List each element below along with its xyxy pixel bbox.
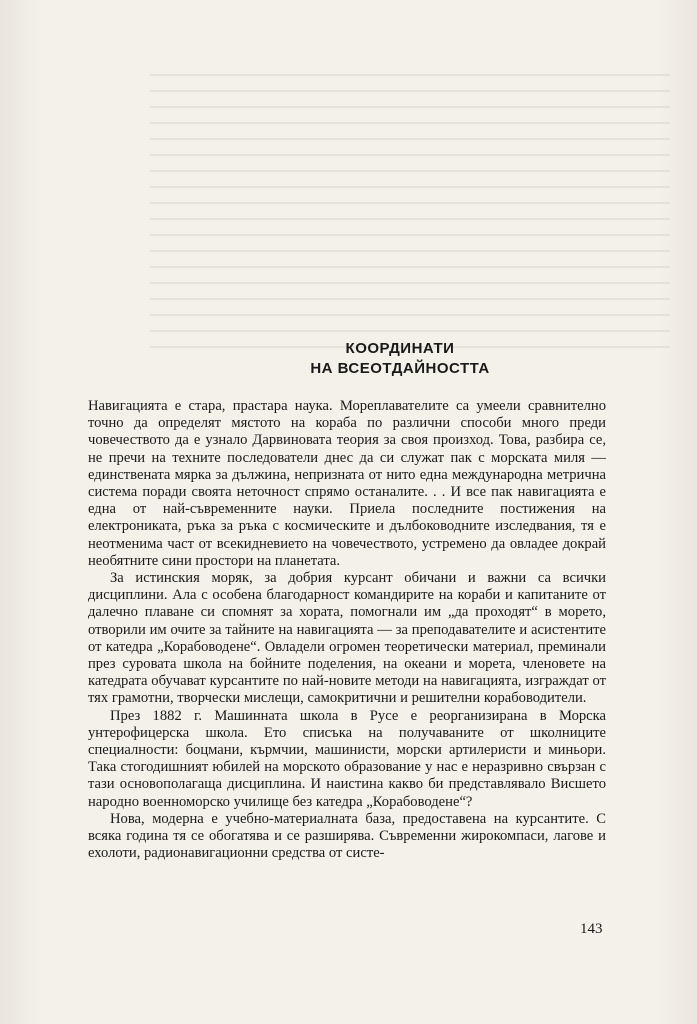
article-title-line-1: КООРДИНАТИ [345, 340, 455, 357]
article-title-line-2: НА ВСЕОТДАЙНОСТТА [310, 360, 490, 377]
paragraph-4: Нова, модерна е учебно-материалната база, предоставена на курсантите. С всяка година тя се обогатява и се разширява. Съвременни жирокомпаси, лагове и ехолоти, радионавигационни средства от систе- [88, 810, 606, 862]
article-body [88, 398, 606, 862]
paragraph-3: През 1882 г. Машинната школа в Русе е реорганизирана в Морска унтерофицерска школа. Ето списъка на получаваните от школниците специалности: боцмани, кърмчии, машинисти, морски артилеристи и миньори. Така стогодишният юбилей на морското образование у нас е неразривно свързан с тази основополагаща дисциплина. И наистина какво би представлявало Висшето народно военноморско училище без катедра „Корабоводене“? [88, 707, 606, 810]
paragraph-2: За истинския моряк, за добрия курсант обичани и важни са всички дисциплини. Ала с особена благодарност командирите на кораби и капитаните от далечно плаване си спомнят за хората, помогнали им „да проходят“ в морето, отворили им очите за тайните на навигацията — за преподавателите и асистентите от катедра „Корабоводене“. Овладели огромен теоретически материал, преминали през суровата школа на бойните поделения, на океани и морета, членовете на катедрата обучават курсантите по най-новите методи на навигацията, изграждат от тях грамотни, творчески мислещи, самокритични и решителни корабоводители. [88, 570, 606, 707]
show-through-bleed [150, 60, 670, 360]
page-number: 143 [580, 921, 603, 937]
paragraph-1: Навигацията е стара, прастара наука. Мореплавателите са умеели сравнително точно да определят мястото на кораба по различни способи много преди човечеството да е узнало Дарвиновата теория за своя произход. Това, разбира се, не пречи на техните последователи днес да си служат пак с морската миля — единствената мярка за дължина, непризната от нито една международна метрична система поради своята неточност спрямо останалите. . . И все пак навигацията е една от най-съвременните науки. Приела последните постижения на електрониката, ръка за ръка с космическите и дълбоководните изследвания, тя е неотменима част от всекидневието на човечеството, устремено да овладее докрай необятните сини простори на планетата. [88, 398, 606, 569]
